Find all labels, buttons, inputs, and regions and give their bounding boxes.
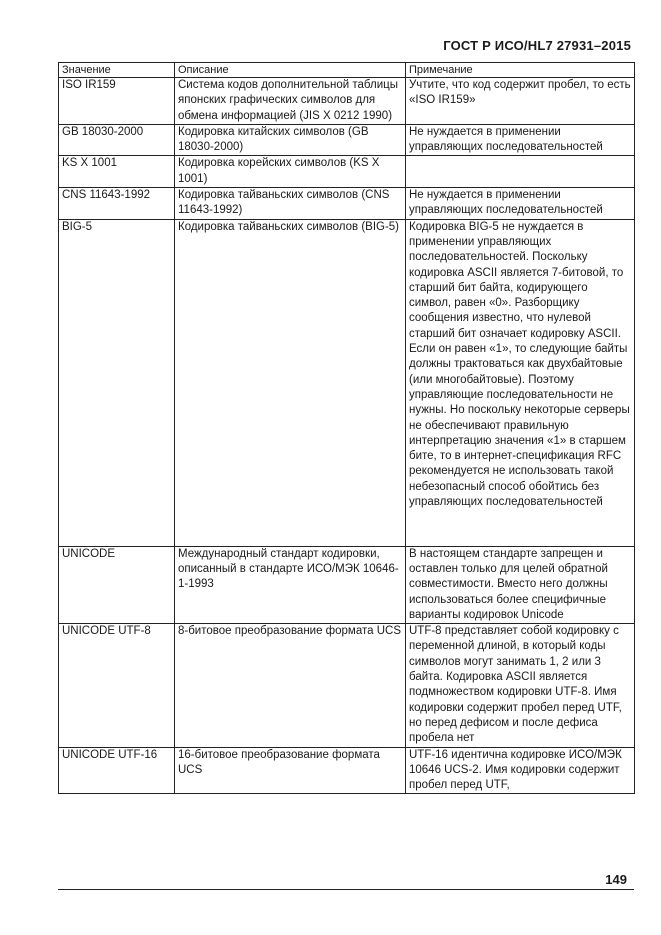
table-row	[59, 546, 635, 623]
column-header-value: Значение	[59, 63, 175, 78]
cell-note: Учтите, что код содержит пробел, то есть «ISO IR159»	[406, 78, 635, 125]
cell-value: BIG-5	[59, 219, 175, 546]
cell-note: Кодировка BIG-5 не нуждается в применении управляющих последовательностей. Поскольку кодировка ASCII является 7-битовой, то старший бит байта, кодирующего символ, равен «0». Разборщику сообщения известно, что нулевой старший бит означает кодировку ASCII. Если он равен «1», то следующие байты должны трактоваться как двухбайтовые (или многобайтовые). Поэтому управляющие последовательности не нужны. Но поскольку некоторые серверы не обеспечивают правильную интерпретацию значения «1» в старшем бите, то в интернет-спецификация RFC рекомендуется не использовать такой небезопасный способ обойтись без управляющих последовательностей	[406, 219, 635, 546]
cell-note: Не нуждается в применении управляющих последовательностей	[406, 188, 635, 220]
page-number: 149	[605, 872, 627, 887]
column-header-description: Описание	[175, 63, 406, 78]
cell-description: Международный стандарт кодировки, описанный в стандарте ИСО/МЭК 10646-1-1993	[175, 546, 406, 623]
table-row	[59, 624, 635, 747]
cell-note	[406, 156, 635, 188]
table-row	[59, 156, 635, 188]
cell-value: CNS 11643-1992	[59, 188, 175, 220]
table-row	[59, 747, 635, 794]
document-header: ГОСТ Р ИСО/HL7 27931–2015	[443, 38, 631, 53]
cell-value: UNICODE UTF-8	[59, 624, 175, 747]
cell-value: UNICODE	[59, 546, 175, 623]
cell-value: ISO IR159	[59, 78, 175, 125]
cell-description: Кодировка китайских символов (GB 18030-2000)	[175, 124, 406, 156]
cell-description: Кодировка тайваньских символов (CNS 11643-1992)	[175, 188, 406, 220]
column-header-note: Примечание	[406, 63, 635, 78]
cell-value: GB 18030-2000	[59, 124, 175, 156]
table-row	[59, 78, 635, 125]
footer-divider	[58, 889, 634, 890]
cell-note: UTF-16 идентична кодировке ИСО/МЭК 10646 UCS-2. Имя кодировки содержит пробел перед UTF,	[406, 747, 635, 794]
table-row	[59, 188, 635, 220]
cell-value: KS X 1001	[59, 156, 175, 188]
cell-note: Не нуждается в применении управляющих последовательностей	[406, 124, 635, 156]
cell-description: 16-битовое преобразование формата UCS	[175, 747, 406, 794]
table-row	[59, 219, 635, 546]
encoding-table	[58, 62, 635, 794]
table-row	[59, 124, 635, 156]
cell-description: Кодировка корейских символов (KS X 1001)	[175, 156, 406, 188]
cell-description: Кодировка тайваньских символов (BIG-5)	[175, 219, 406, 546]
cell-note: В настоящем стандарте запрещен и оставлен только для целей обратной совместимости. Вместо него должны использоваться более специфичные варианты кодировок Unicode	[406, 546, 635, 623]
cell-value: UNICODE UTF-16	[59, 747, 175, 794]
table-header-row	[59, 63, 635, 78]
cell-description: Система кодов дополнительной таблицы японских графических символов для обмена информацией (JIS X 0212 1990)	[175, 78, 406, 125]
cell-description: 8-битовое преобразование формата UCS	[175, 624, 406, 747]
cell-note: UTF-8 представляет собой кодировку с переменной длиной, в который коды символов могут занимать 1, 2 или 3 байта. Кодировка ASCII является подмножеством кодировки UTF-8. Имя кодировки содержит пробел перед UTF, но перед дефисом и после дефиса пробела нет	[406, 624, 635, 747]
